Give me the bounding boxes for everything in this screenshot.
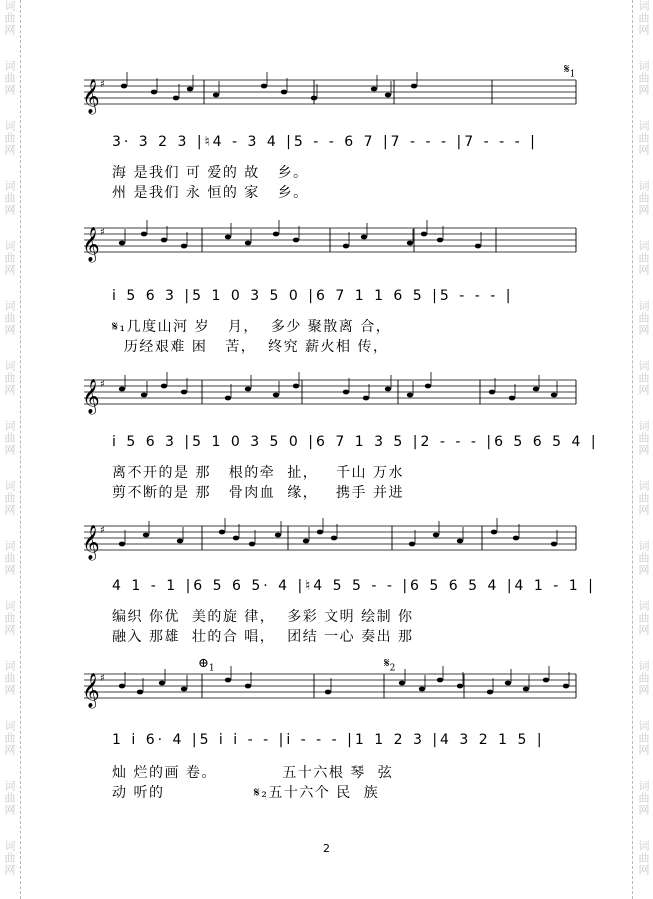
note-head — [419, 687, 425, 692]
watermark-text: 词曲网 — [637, 360, 650, 396]
note-head — [343, 244, 349, 249]
lyric-line-2b: 历经艰难 困 苦， 终究 薪火相 传， — [112, 339, 389, 355]
note-head — [437, 238, 443, 243]
note-head — [225, 396, 231, 401]
note-head — [119, 241, 125, 246]
treble-clef-icon: 𝄞 — [82, 525, 100, 560]
note-head — [325, 690, 331, 695]
note-head — [551, 393, 557, 398]
watermark-text: 词曲网 — [637, 240, 650, 276]
watermark-text: 词曲网 — [637, 60, 650, 96]
note-head — [407, 393, 413, 398]
note-head — [411, 84, 417, 89]
note-head — [311, 96, 317, 101]
treble-clef-icon: 𝄞 — [82, 227, 100, 262]
jianpu-line-3: i 5 6 3 |5 1 0 3 5 0 |6 7 1 3 5 |2 - - - |6 5 6 5 4 | — [112, 434, 599, 450]
watermark-text: 词曲网 — [637, 720, 650, 756]
note-head — [151, 90, 157, 95]
lyric-line-1a: 海 是我们 可 爱的 故 乡。 — [112, 165, 309, 181]
coda-mark: $\oplus_1$ — [198, 656, 215, 674]
note-head — [303, 539, 309, 544]
note-head — [281, 90, 287, 95]
note-head — [225, 678, 231, 683]
note-head — [399, 681, 405, 686]
note-head — [317, 530, 323, 535]
watermark-text: 词曲网 — [637, 180, 650, 216]
key-sharp-icon: ♯ — [100, 227, 105, 238]
note-head — [213, 93, 219, 98]
note-head — [181, 244, 187, 249]
note-head — [143, 533, 149, 538]
watermark-text: 词曲网 — [3, 480, 16, 516]
staff-lines — [84, 524, 576, 558]
treble-clef-icon: 𝄞 — [82, 673, 100, 708]
note-head — [293, 384, 299, 389]
note-head — [245, 684, 251, 689]
note-head — [245, 387, 251, 392]
lyric-line-4b: 融入 那雄 壮的合 唱， 团结 一心 奏出 那 — [112, 629, 414, 645]
lyric-line-1b: 州 是我们 永 恒的 家 乡。 — [112, 185, 309, 201]
note-head — [343, 390, 349, 395]
right-margin — [632, 0, 653, 899]
note-head — [225, 235, 231, 240]
watermark-text: 词曲网 — [3, 300, 16, 336]
note-head — [121, 84, 127, 89]
staff-lines — [84, 672, 576, 706]
staff-lines — [84, 226, 576, 260]
staff-system-1 — [84, 78, 576, 112]
note-head — [363, 396, 369, 401]
lyric-line-2a: 𝄋₁几度山河 岁 月， 多少 聚散离 合， — [112, 319, 392, 335]
note-head — [261, 84, 267, 89]
segno-mark-2: $𝄋_2$ — [384, 656, 396, 674]
watermark-text: 词曲网 — [637, 420, 650, 456]
note-head — [421, 232, 427, 237]
watermark-text: 词曲网 — [3, 420, 16, 456]
watermark-text: 词曲网 — [637, 840, 650, 876]
note-head — [293, 238, 299, 243]
note-head — [137, 690, 143, 695]
key-sharp-icon: ♯ — [100, 525, 105, 536]
note-head — [233, 536, 239, 541]
watermark-text: 词曲网 — [3, 600, 16, 636]
note-head — [509, 396, 515, 401]
note-head — [245, 241, 251, 246]
note-head — [533, 387, 539, 392]
lyric-line-5b: 动 听的 𝄋₂五十六个 民 族 — [112, 785, 380, 801]
note-head — [273, 232, 279, 237]
key-sharp-icon: ♯ — [100, 379, 105, 390]
note-head — [119, 542, 125, 547]
lyric-line-3a: 离不开的是 那 根的牵 扯， 千山 万水 — [112, 465, 405, 481]
note-head — [119, 684, 125, 689]
watermark-text: 词曲网 — [3, 540, 16, 576]
watermark-text: 词曲网 — [637, 660, 650, 696]
watermark-text: 词曲网 — [3, 240, 16, 276]
lyric-line-5a: 灿 烂的画 卷。 五十六根 琴 弦 — [112, 765, 394, 781]
note-head — [161, 238, 167, 243]
note-head — [249, 542, 255, 547]
watermark-text: 词曲网 — [637, 300, 650, 336]
key-sharp-icon: ♯ — [100, 673, 105, 684]
watermark-text: 词曲网 — [637, 120, 650, 156]
staff-system-2 — [84, 226, 576, 260]
watermark-text: 词曲网 — [637, 780, 650, 816]
watermark-text: 词曲网 — [637, 600, 650, 636]
lyric-line-3b: 剪不断的是 那 骨肉血 缘， 携手 并进 — [112, 485, 405, 501]
note-head — [219, 530, 225, 535]
page-number: 2 — [323, 842, 330, 855]
watermark-text: 词曲网 — [3, 60, 16, 96]
watermark-text: 词曲网 — [3, 180, 16, 216]
note-head — [505, 681, 511, 686]
note-head — [407, 241, 413, 246]
watermark-text: 词曲网 — [3, 840, 16, 876]
note-head — [187, 87, 193, 92]
note-head — [457, 684, 463, 689]
staff-system-4 — [84, 524, 576, 558]
watermark-text: 词曲网 — [3, 780, 16, 816]
staff-lines — [84, 378, 576, 412]
watermark-text: 词曲网 — [3, 660, 16, 696]
lyric-line-4a: 编织 你优 美的旋 律， 多彩 文明 绘制 你 — [112, 609, 414, 625]
note-head — [173, 96, 179, 101]
staff-system-3 — [84, 378, 576, 412]
watermark-text: 词曲网 — [3, 360, 16, 396]
note-head — [141, 232, 147, 237]
watermark-text: 词曲网 — [3, 720, 16, 756]
note-head — [425, 384, 431, 389]
note-head — [159, 681, 165, 686]
note-head — [361, 235, 367, 240]
treble-clef-icon: 𝄞 — [82, 79, 100, 114]
left-margin — [0, 0, 21, 899]
note-head — [161, 384, 167, 389]
jianpu-line-4: 4 1 - 1 |6 5 6 5· 4 |♮4 5 5 - - |6 5 6 5 4 |4 1 - 1 | — [112, 578, 596, 594]
jianpu-line-5: 1 i 6· 4 |5 i i - - |i - - - |1 1 2 3 |4 3 2 1 5 | — [112, 732, 545, 748]
staff-lines — [84, 78, 576, 112]
watermark-text: 词曲网 — [637, 0, 650, 36]
note-head — [409, 542, 415, 547]
jianpu-line-1: 3· 3 2 3 |♮4 - 3 4 |5 - - 6 7 |7 - - - |7 - - - | — [112, 134, 538, 150]
jianpu-line-2: i 5 6 3 |5 1 0 3 5 0 |6 7 1 1 6 5 |5 - - - | — [112, 288, 514, 304]
note-head — [475, 244, 481, 249]
note-head — [523, 687, 529, 692]
note-head — [551, 542, 557, 547]
staff-system-5 — [84, 672, 576, 706]
note-head — [433, 533, 439, 538]
note-head — [437, 678, 443, 683]
note-head — [385, 93, 391, 98]
watermark-text: 词曲网 — [637, 480, 650, 516]
note-head — [489, 390, 495, 395]
segno-mark-1: $𝄋_1$ — [564, 62, 576, 80]
watermark-text: 词曲网 — [3, 0, 16, 36]
note-head — [273, 393, 279, 398]
watermark-text: 词曲网 — [637, 540, 650, 576]
note-head — [563, 684, 569, 689]
note-head — [331, 536, 337, 541]
note-head — [487, 690, 493, 695]
note-head — [181, 390, 187, 395]
note-head — [491, 530, 497, 535]
key-sharp-icon: ♯ — [100, 79, 105, 90]
note-head — [513, 536, 519, 541]
note-head — [141, 393, 147, 398]
note-head — [177, 539, 183, 544]
watermark-text: 词曲网 — [3, 120, 16, 156]
note-head — [181, 687, 187, 692]
note-head — [275, 533, 281, 538]
note-head — [119, 387, 125, 392]
note-head — [371, 87, 377, 92]
note-head — [385, 387, 391, 392]
note-head — [457, 539, 463, 544]
treble-clef-icon: 𝄞 — [82, 379, 100, 414]
note-head — [543, 678, 549, 683]
